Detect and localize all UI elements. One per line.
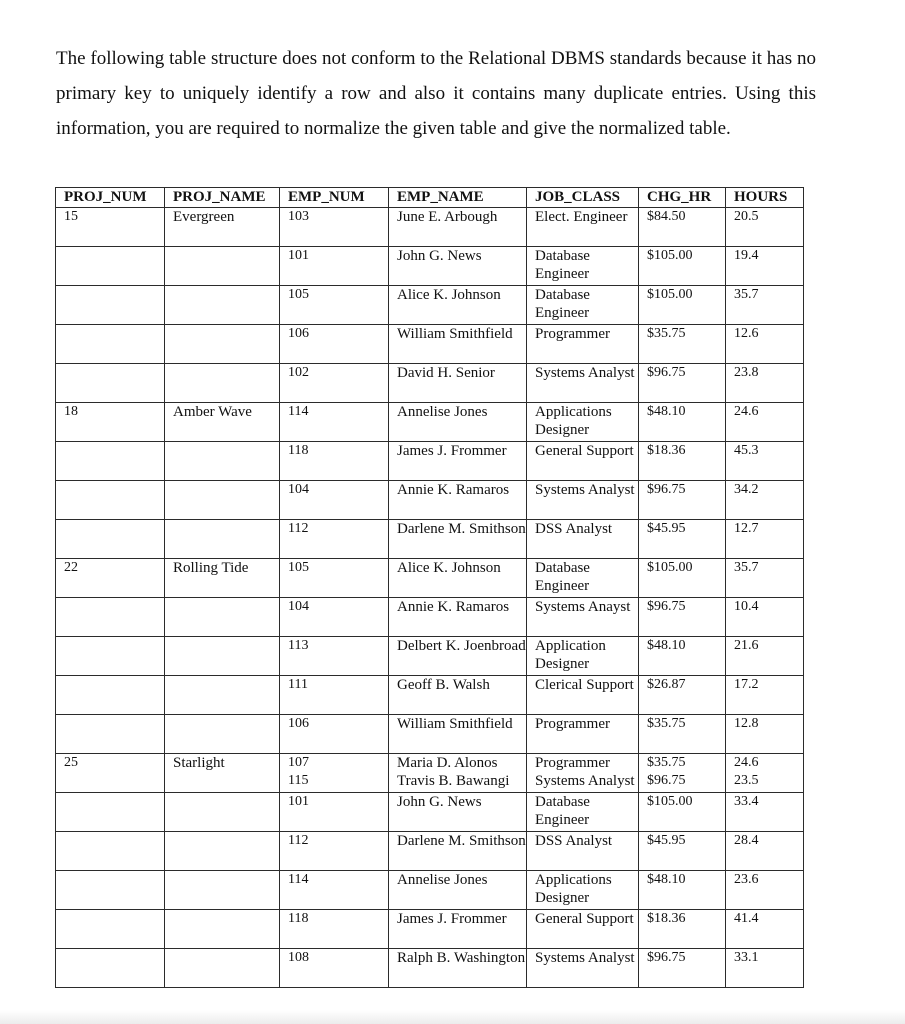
- cell-chg-hr: $96.75: [639, 598, 726, 637]
- table-row: [56, 637, 804, 676]
- cell-proj-name: [165, 364, 280, 403]
- table-row: [56, 793, 804, 832]
- cell-proj-num: [56, 364, 165, 403]
- cell-proj-num: [56, 481, 165, 520]
- cell-emp-name: John G. News: [389, 793, 527, 832]
- cell-proj-name: [165, 832, 280, 871]
- cell-hours: 34.2: [726, 481, 804, 520]
- cell-job-class: DSS Analyst: [527, 832, 639, 871]
- cell-hours: 33.4: [726, 793, 804, 832]
- table-row: [56, 598, 804, 637]
- table-body: [56, 208, 804, 988]
- cell-hours: 10.4: [726, 598, 804, 637]
- cell-emp-num: 114: [280, 403, 389, 442]
- cell-emp-name: Alice K. Johnson: [389, 559, 527, 598]
- cell-proj-name: Amber Wave: [165, 403, 280, 442]
- cell-emp-num: 107 115: [280, 754, 389, 793]
- cell-proj-num: [56, 247, 165, 286]
- cell-job-class: Systems Analyst: [527, 364, 639, 403]
- table-row: [56, 442, 804, 481]
- unnormalized-table: [55, 187, 804, 988]
- cell-emp-name: Geoff B. Walsh: [389, 676, 527, 715]
- cell-proj-num: [56, 949, 165, 988]
- cell-hours: 45.3: [726, 442, 804, 481]
- cell-chg-hr: $48.10: [639, 637, 726, 676]
- cell-hours: 35.7: [726, 559, 804, 598]
- cell-emp-name: Darlene M. Smithson: [389, 832, 527, 871]
- table-row: [56, 325, 804, 364]
- cell-emp-num: 118: [280, 910, 389, 949]
- cell-job-class: Programmer: [527, 325, 639, 364]
- cell-proj-name: [165, 793, 280, 832]
- cell-proj-num: [56, 793, 165, 832]
- cell-chg-hr: $96.75: [639, 364, 726, 403]
- cell-emp-num: 105: [280, 559, 389, 598]
- cell-hours: 35.7: [726, 286, 804, 325]
- cell-job-class: General Support: [527, 910, 639, 949]
- cell-job-class: Applications Designer: [527, 403, 639, 442]
- cell-chg-hr: $45.95: [639, 520, 726, 559]
- table-row: [56, 208, 804, 247]
- cell-hours: 33.1: [726, 949, 804, 988]
- cell-emp-name: William Smithfield: [389, 325, 527, 364]
- cell-proj-num: [56, 676, 165, 715]
- cell-chg-hr: $48.10: [639, 871, 726, 910]
- cell-proj-num: [56, 910, 165, 949]
- cell-job-class: DSS Analyst: [527, 520, 639, 559]
- cell-chg-hr: $84.50: [639, 208, 726, 247]
- cell-emp-num: 111: [280, 676, 389, 715]
- cell-hours: 23.6: [726, 871, 804, 910]
- cell-chg-hr: $35.75: [639, 325, 726, 364]
- cell-proj-name: [165, 676, 280, 715]
- cell-emp-num: 102: [280, 364, 389, 403]
- table-row: [56, 364, 804, 403]
- cell-proj-name: [165, 949, 280, 988]
- cell-job-class: Elect. Engineer: [527, 208, 639, 247]
- cell-emp-name: Maria D. Alonos Travis B. Bawangi: [389, 754, 527, 793]
- cell-job-class: Systems Anayst: [527, 598, 639, 637]
- table-row: [56, 676, 804, 715]
- cell-hours: 12.7: [726, 520, 804, 559]
- cell-emp-num: 101: [280, 793, 389, 832]
- cell-hours: 17.2: [726, 676, 804, 715]
- cell-proj-num: [56, 286, 165, 325]
- cell-chg-hr: $105.00: [639, 247, 726, 286]
- cell-hours: 41.4: [726, 910, 804, 949]
- cell-job-class: Programmer: [527, 715, 639, 754]
- cell-emp-num: 101: [280, 247, 389, 286]
- cell-hours: 20.5: [726, 208, 804, 247]
- cell-proj-name: [165, 520, 280, 559]
- cell-proj-num: 22: [56, 559, 165, 598]
- cell-chg-hr: $18.36: [639, 442, 726, 481]
- cell-emp-name: David H. Senior: [389, 364, 527, 403]
- cell-proj-name: Starlight: [165, 754, 280, 793]
- table-row: [56, 481, 804, 520]
- cell-hours: 12.6: [726, 325, 804, 364]
- cell-job-class: Database Engineer: [527, 559, 639, 598]
- table-row: [56, 832, 804, 871]
- cell-chg-hr: $105.00: [639, 559, 726, 598]
- cell-emp-num: 104: [280, 481, 389, 520]
- table-row: [56, 559, 804, 598]
- cell-emp-num: 114: [280, 871, 389, 910]
- cell-emp-name: John G. News: [389, 247, 527, 286]
- cell-emp-name: Annie K. Ramaros: [389, 598, 527, 637]
- cell-proj-num: [56, 598, 165, 637]
- cell-proj-name: [165, 598, 280, 637]
- cell-chg-hr: $96.75: [639, 949, 726, 988]
- cell-proj-num: 18: [56, 403, 165, 442]
- cell-proj-num: [56, 637, 165, 676]
- cell-emp-name: Alice K. Johnson: [389, 286, 527, 325]
- cell-hours: 23.8: [726, 364, 804, 403]
- cell-job-class: Applications Designer: [527, 871, 639, 910]
- cell-emp-name: Annie K. Ramaros: [389, 481, 527, 520]
- cell-emp-num: 118: [280, 442, 389, 481]
- cell-job-class: Application Designer: [527, 637, 639, 676]
- table-row: [56, 949, 804, 988]
- header-job-class: JOB_CLASS: [527, 188, 639, 208]
- cell-chg-hr: $35.75 $96.75: [639, 754, 726, 793]
- table-row: [56, 871, 804, 910]
- cell-job-class: Database Engineer: [527, 793, 639, 832]
- cell-emp-num: 105: [280, 286, 389, 325]
- cell-proj-num: [56, 832, 165, 871]
- cell-job-class: Programmer Systems Analyst: [527, 754, 639, 793]
- table-row: [56, 715, 804, 754]
- table-row: [56, 403, 804, 442]
- cell-emp-name: Darlene M. Smithson: [389, 520, 527, 559]
- cell-proj-num: [56, 520, 165, 559]
- cell-proj-name: [165, 286, 280, 325]
- cell-proj-name: [165, 910, 280, 949]
- cell-emp-name: June E. Arbough: [389, 208, 527, 247]
- cell-hours: 28.4: [726, 832, 804, 871]
- table-row: [56, 520, 804, 559]
- cell-emp-num: 113: [280, 637, 389, 676]
- cell-job-class: Database Engineer: [527, 286, 639, 325]
- cell-chg-hr: $45.95: [639, 832, 726, 871]
- cell-proj-num: [56, 442, 165, 481]
- cell-chg-hr: $26.87: [639, 676, 726, 715]
- cell-emp-num: 112: [280, 832, 389, 871]
- cell-proj-name: [165, 715, 280, 754]
- cell-proj-num: 25: [56, 754, 165, 793]
- cell-emp-num: 106: [280, 325, 389, 364]
- cell-emp-num: 103: [280, 208, 389, 247]
- cell-chg-hr: $105.00: [639, 286, 726, 325]
- cell-chg-hr: $48.10: [639, 403, 726, 442]
- intro-paragraph: The following table structure does not conform to the Relational DBMS standards because it has no primary key to uniquely identify a row and also it contains many duplicate entries. Using this information, you are required to normalize the given table and give the normalized table.: [56, 48, 816, 139]
- cell-proj-num: [56, 715, 165, 754]
- cell-emp-num: 108: [280, 949, 389, 988]
- cell-hours: 12.8: [726, 715, 804, 754]
- table-row: [56, 247, 804, 286]
- table-row: [56, 754, 804, 793]
- cell-job-class: Systems Analyst: [527, 481, 639, 520]
- header-proj-num: PROJ_NUM: [56, 188, 165, 208]
- header-emp-name: EMP_NAME: [389, 188, 527, 208]
- cell-proj-name: [165, 325, 280, 364]
- cell-job-class: General Support: [527, 442, 639, 481]
- cell-emp-num: 106: [280, 715, 389, 754]
- header-hours: HOURS: [726, 188, 804, 208]
- cell-job-class: Database Engineer: [527, 247, 639, 286]
- cell-proj-name: Evergreen: [165, 208, 280, 247]
- cell-proj-name: [165, 442, 280, 481]
- cell-hours: 24.6 23.5: [726, 754, 804, 793]
- cell-proj-num: [56, 325, 165, 364]
- cell-proj-num: 15: [56, 208, 165, 247]
- cell-emp-name: Delbert K. Joenbroad: [389, 637, 527, 676]
- cell-proj-name: Rolling Tide: [165, 559, 280, 598]
- cell-chg-hr: $105.00: [639, 793, 726, 832]
- cell-emp-num: 104: [280, 598, 389, 637]
- page-bottom-edge: [0, 1010, 905, 1024]
- cell-chg-hr: $35.75: [639, 715, 726, 754]
- cell-proj-name: [165, 871, 280, 910]
- cell-emp-name: Annelise Jones: [389, 871, 527, 910]
- cell-emp-name: James J. Frommer: [389, 442, 527, 481]
- cell-proj-name: [165, 481, 280, 520]
- header-emp-num: EMP_NUM: [280, 188, 389, 208]
- cell-emp-num: 112: [280, 520, 389, 559]
- cell-hours: 19.4: [726, 247, 804, 286]
- header-chg-hr: CHG_HR: [639, 188, 726, 208]
- table-row: [56, 286, 804, 325]
- cell-emp-name: Annelise Jones: [389, 403, 527, 442]
- cell-emp-name: Ralph B. Washington: [389, 949, 527, 988]
- cell-chg-hr: $96.75: [639, 481, 726, 520]
- table-row: [56, 910, 804, 949]
- cell-chg-hr: $18.36: [639, 910, 726, 949]
- cell-emp-name: William Smithfield: [389, 715, 527, 754]
- cell-hours: 21.6: [726, 637, 804, 676]
- cell-job-class: Systems Analyst: [527, 949, 639, 988]
- cell-proj-name: [165, 247, 280, 286]
- cell-job-class: Clerical Support: [527, 676, 639, 715]
- cell-proj-num: [56, 871, 165, 910]
- header-proj-name: PROJ_NAME: [165, 188, 280, 208]
- cell-proj-name: [165, 637, 280, 676]
- cell-emp-name: James J. Frommer: [389, 910, 527, 949]
- cell-hours: 24.6: [726, 403, 804, 442]
- table-header-row: [56, 188, 804, 208]
